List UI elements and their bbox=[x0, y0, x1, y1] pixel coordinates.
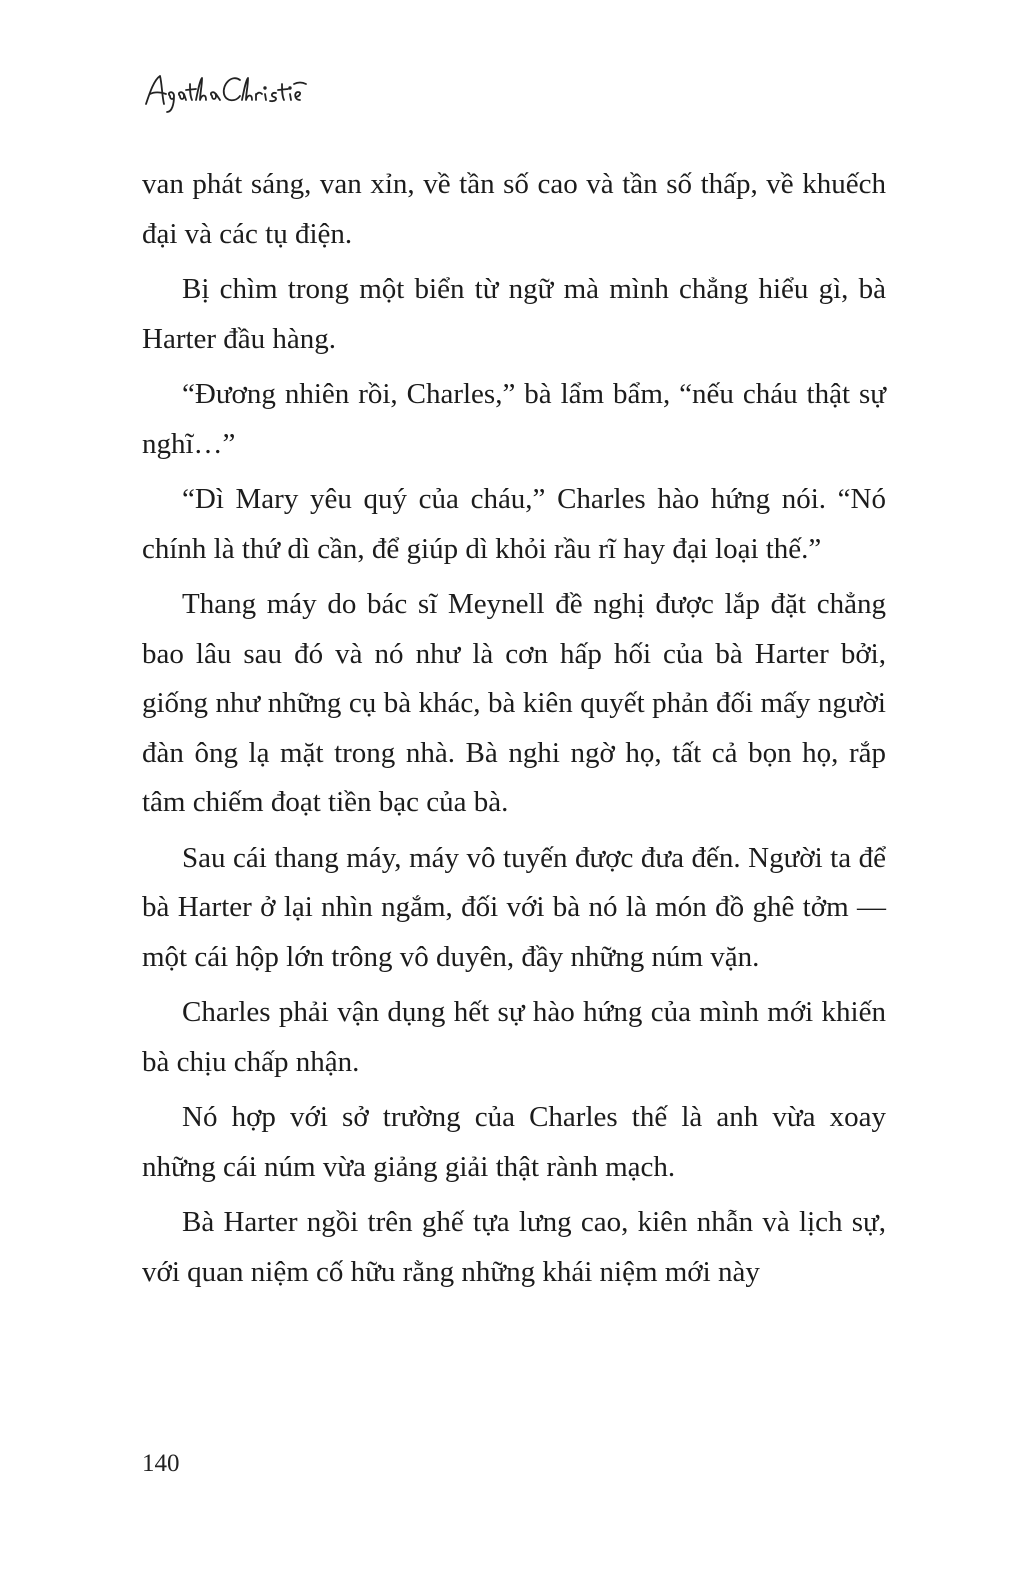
paragraph: “Đương nhiên rồi, Charles,” bà lẩm bẩm, “nếu cháu thật sự nghĩ…” bbox=[142, 378, 886, 460]
paragraph: Nó hợp với sở trường của Charles thế là anh vừa xoay những cái núm vừa giảng giải thật rành mạch. bbox=[142, 1101, 886, 1183]
author-signature-logo bbox=[140, 70, 310, 116]
signature-icon bbox=[140, 70, 310, 116]
paragraph: van phát sáng, van xỉn, về tần số cao và tần số thấp, về khuếch đại và các tụ điện. bbox=[142, 168, 886, 250]
paragraph: Sau cái thang máy, máy vô tuyến được đưa đến. Người ta để bà Harter ở lại nhìn ngắm, đối với bà nó là món đồ ghê tởm — một cái hộp lớn trông vô duyên, đầy những núm vặn. bbox=[142, 841, 886, 973]
chapter-body-text bbox=[142, 160, 886, 1303]
paragraph: Charles phải vận dụng hết sự hào hứng của mình mới khiến bà chịu chấp nhận. bbox=[142, 996, 886, 1078]
paragraph: Bà Harter ngồi trên ghế tựa lưng cao, kiên nhẫn và lịch sự, với quan niệm cố hữu rằng những khái niệm mới này bbox=[142, 1206, 886, 1288]
page-number: 140 bbox=[142, 1450, 180, 1477]
paragraph: Thang máy do bác sĩ Meynell đề nghị được lắp đặt chẳng bao lâu sau đó và nó như là cơn hấp hối của bà Harter bởi, giống như những cụ bà khác, bà kiên quyết phản đối mấy người đàn ông lạ mặt trong nhà. Bà nghi ngờ họ, tất cả bọn họ, rắp tâm chiếm đoạt tiền bạc của bà. bbox=[142, 588, 886, 818]
paragraph: Bị chìm trong một biển từ ngữ mà mình chẳng hiểu gì, bà Harter đầu hàng. bbox=[142, 273, 886, 355]
paragraph: “Dì Mary yêu quý của cháu,” Charles hào hứng nói. “Nó chính là thứ dì cần, để giúp dì khỏi rầu rĩ hay đại loại thế.” bbox=[142, 483, 886, 565]
